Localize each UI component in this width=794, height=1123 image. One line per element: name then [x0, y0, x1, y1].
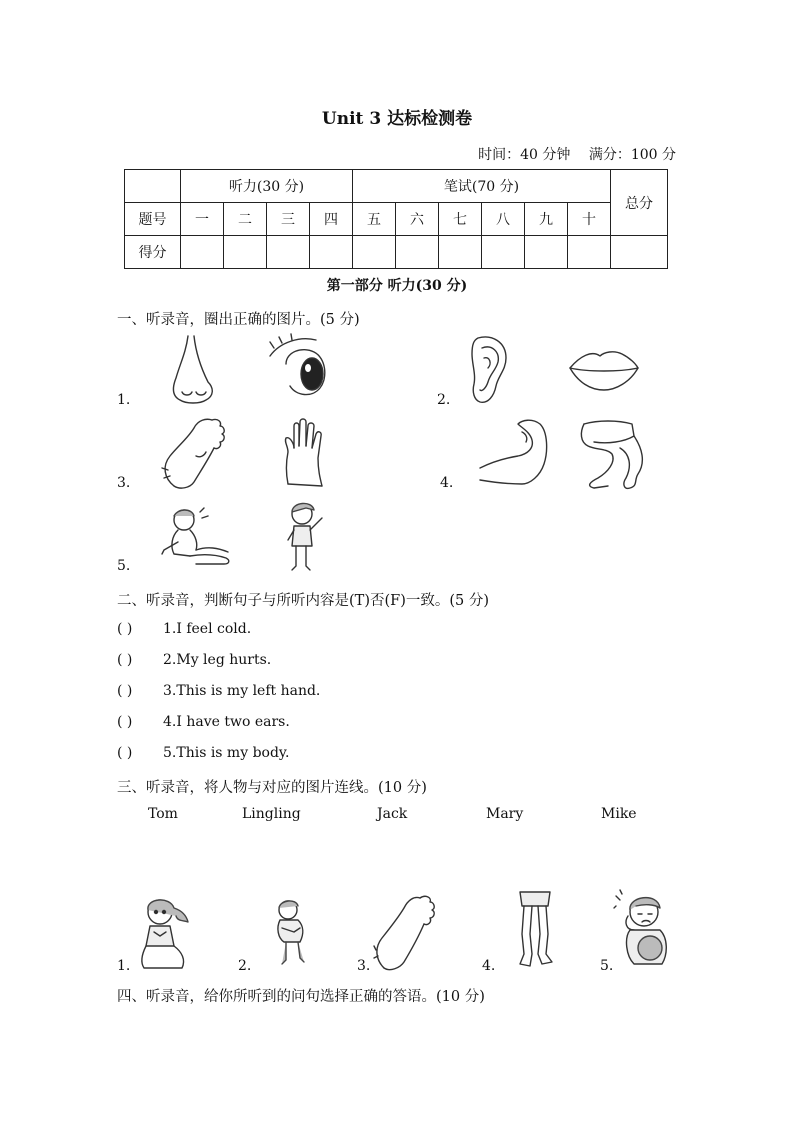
q1-item-number: 5. — [117, 558, 131, 574]
time-info — [464, 144, 676, 164]
listening-header: 听力(30 分) — [181, 170, 353, 203]
person-name[interactable]: Mike — [601, 806, 637, 822]
answer-blank[interactable]: ( ) — [117, 714, 133, 730]
section-number: 九 — [525, 203, 568, 236]
eye-icon[interactable] — [266, 334, 336, 404]
writing-header: 笔试(70 分) — [353, 170, 611, 203]
person-name[interactable]: Tom — [148, 806, 178, 822]
tf-sentence: 2.My leg hurts. — [163, 652, 272, 668]
tf-sentence: 4.I have two ears. — [163, 714, 290, 730]
answer-blank[interactable]: ( ) — [117, 745, 133, 761]
score-table-corner — [125, 170, 181, 203]
q3-picture-number: 1. — [117, 958, 131, 974]
person-name[interactable]: Mary — [486, 806, 524, 822]
part1-title: 第一部分 听力(30 分) — [326, 278, 468, 294]
score-cell[interactable] — [181, 236, 224, 269]
section-number: 十 — [568, 203, 611, 236]
section-number: 二 — [224, 203, 267, 236]
ear-icon[interactable] — [468, 334, 510, 406]
section-number: 五 — [353, 203, 396, 236]
q3-instruction: 三、听录音，将人物与对应的图片连线。(10 分) — [117, 780, 427, 796]
full-score: 满分：100 分 — [588, 147, 676, 163]
q3-picture-number: 2. — [238, 958, 252, 974]
tf-item — [117, 621, 251, 637]
score-cell[interactable] — [224, 236, 267, 269]
standing-boy-icon[interactable] — [282, 500, 328, 572]
person-name[interactable]: Lingling — [242, 806, 301, 822]
tf-item — [117, 714, 290, 730]
score-cell[interactable] — [310, 236, 353, 269]
section-number: 八 — [482, 203, 525, 236]
number-row-label: 题号 — [125, 203, 181, 236]
section-number: 一 — [181, 203, 224, 236]
foot-icon[interactable] — [374, 894, 438, 970]
score-row-label: 得分 — [125, 236, 181, 269]
page-title: Unit 3 达标检测卷 — [321, 109, 473, 129]
score-cell[interactable] — [482, 236, 525, 269]
nose-icon[interactable] — [170, 334, 215, 406]
q3-picture-number: 3. — [357, 958, 371, 974]
score-cell[interactable] — [396, 236, 439, 269]
score-cell[interactable] — [353, 236, 396, 269]
legs-icon[interactable] — [512, 890, 558, 970]
answer-blank[interactable]: ( ) — [117, 621, 133, 637]
total-header: 总分 — [611, 170, 668, 236]
time-limit: 时间：40 分钟 — [478, 147, 571, 163]
tf-sentence: 1.I feel cold. — [163, 621, 252, 637]
section-number: 六 — [396, 203, 439, 236]
q1-item-number: 4. — [440, 475, 454, 491]
q3-picture-number: 5. — [600, 958, 614, 974]
answer-blank[interactable]: ( ) — [117, 652, 133, 668]
score-cell[interactable] — [568, 236, 611, 269]
tf-item — [117, 683, 320, 699]
sitting-child-icon[interactable] — [156, 506, 236, 568]
q1-item-number: 3. — [117, 475, 131, 491]
q1-item-number: 1. — [117, 392, 131, 408]
person-name[interactable]: Jack — [377, 806, 408, 822]
score-table — [124, 169, 668, 269]
section-number: 四 — [310, 203, 353, 236]
q1-instruction: 一、听录音，圈出正确的图片。(5 分) — [117, 312, 360, 328]
score-cell[interactable] — [439, 236, 482, 269]
score-cell[interactable] — [525, 236, 568, 269]
q3-picture-number: 4. — [482, 958, 496, 974]
mouth-icon[interactable] — [568, 348, 640, 392]
tf-item — [117, 652, 271, 668]
q4-instruction: 四、听录音，给你所听到的问句选择正确的答语。(10 分) — [117, 989, 485, 1005]
tf-sentence: 3.This is my left hand. — [163, 683, 321, 699]
hand-icon[interactable] — [282, 418, 328, 488]
legs-icon[interactable] — [574, 418, 650, 490]
boy-stomachache-icon[interactable] — [270, 898, 318, 968]
score-cell[interactable] — [267, 236, 310, 269]
section-number: 三 — [267, 203, 310, 236]
girl-icon[interactable] — [136, 892, 192, 972]
arm-icon[interactable] — [478, 418, 550, 488]
answer-blank[interactable]: ( ) — [117, 683, 133, 699]
total-score-cell[interactable] — [611, 236, 668, 269]
foot-icon[interactable] — [160, 416, 228, 488]
q1-item-number: 2. — [437, 392, 451, 408]
tf-sentence: 5.This is my body. — [163, 745, 290, 761]
boy-headache-icon[interactable] — [614, 890, 676, 972]
q2-instruction: 二、听录音，判断句子与所听内容是(T)否(F)一致。(5 分) — [117, 593, 490, 609]
section-number: 七 — [439, 203, 482, 236]
tf-item — [117, 745, 289, 761]
